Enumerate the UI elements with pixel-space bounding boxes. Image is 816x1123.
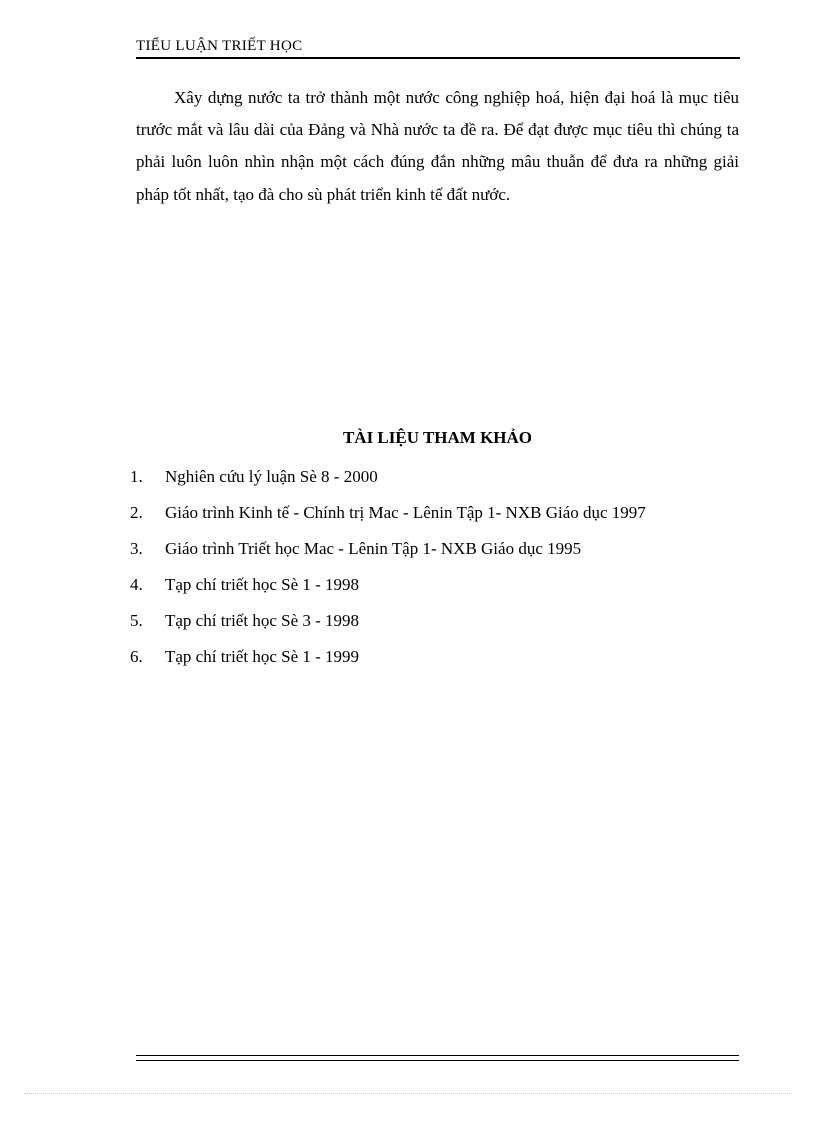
reference-number: 6. (130, 647, 143, 666)
reference-item (130, 607, 646, 643)
reference-number: 1. (130, 467, 143, 486)
reference-text: Tạp chí triết học Sè 3 - 1998 (165, 611, 360, 630)
reference-item (130, 535, 646, 571)
reference-number: 4. (130, 575, 143, 594)
reference-item (130, 463, 646, 499)
reference-text: Tạp chí triết học Sè 1 - 1999 (165, 647, 360, 666)
reference-number: 5. (130, 611, 143, 630)
reference-item (130, 571, 646, 607)
reference-number: 2. (130, 503, 143, 522)
header-divider (136, 57, 740, 59)
footer-double-rule (136, 1055, 739, 1061)
reference-item (130, 643, 646, 679)
references-list (130, 463, 646, 679)
running-header: TIỂU LUẬN TRIẾT HỌC (136, 38, 303, 54)
reference-text: Giáo trình Kinh tế - Chính trị Mac - Lênin Tập 1- NXB Giáo dục 1997 (165, 503, 646, 522)
page-bottom-edge (24, 1093, 792, 1094)
body-paragraph: Xây dựng nước ta trở thành một nước công nghiệp hoá, hiện đại hoá là mục tiêu trước mắt và lâu dài của Đảng và Nhà nước ta đề ra. Để đạt được mục tiêu thì chúng ta phải luôn luôn nhìn nhận một cách đúng đắn những mâu thuẫn để đưa ra những giải pháp tốt nhất, tạo đà cho sù phát triển kinh tế đất nước. (136, 88, 739, 204)
references-heading: TÀI LIỆU THAM KHẢO (342, 428, 533, 447)
reference-number: 3. (130, 539, 143, 558)
reference-text: Giáo trình Triết học Mac - Lênin Tập 1- NXB Giáo dục 1995 (165, 539, 582, 558)
reference-item (130, 499, 646, 535)
reference-text: Tạp chí triết học Sè 1 - 1998 (165, 575, 360, 594)
reference-text: Nghiên cứu lý luận Sè 8 - 2000 (165, 467, 378, 486)
